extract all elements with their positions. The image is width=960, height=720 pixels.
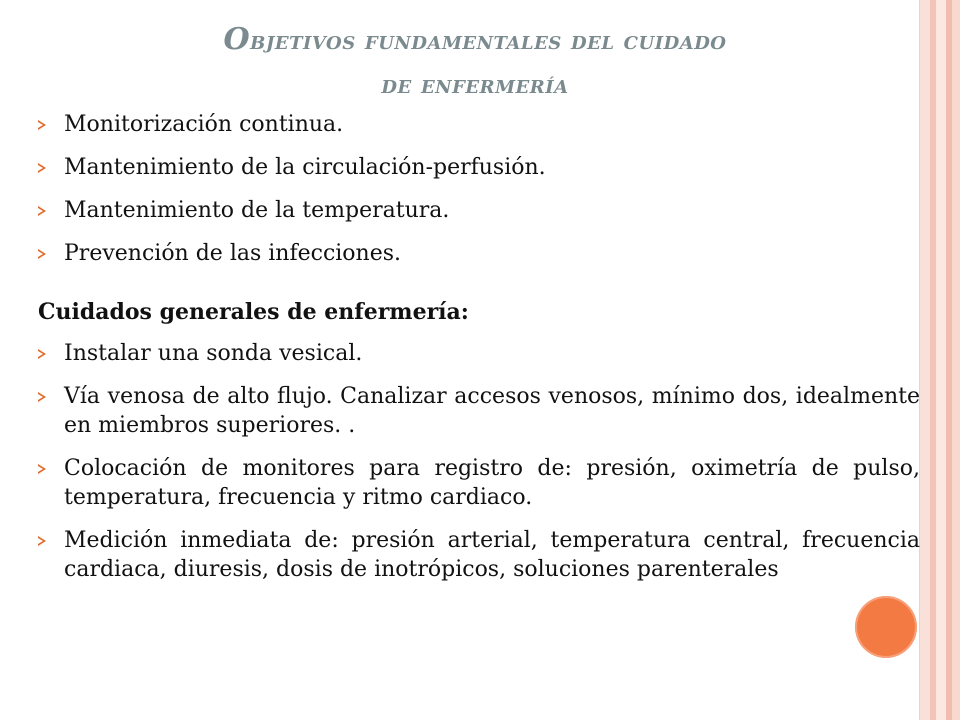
title-initial: O: [223, 22, 251, 57]
arrowhead-bullet-icon: [38, 536, 46, 546]
orange-circle-decoration: [855, 596, 917, 658]
list-item: [38, 196, 920, 225]
slide-title: [40, 18, 910, 107]
list-item-text: Mantenimiento de la temperatura.: [64, 198, 450, 223]
list-item: [38, 526, 920, 584]
title-line1-rest: bjetivos fundamentales del cuidado: [250, 26, 727, 55]
arrowhead-bullet-icon: [38, 206, 46, 216]
list-item-text: Vía venosa de alto flujo. Canalizar accesos venosos, mínimo dos, idealmente en miembros superiores. .: [64, 384, 920, 438]
slide-content: [38, 110, 920, 598]
list-item-text: Monitorización continua.: [64, 112, 344, 137]
list-item: [38, 382, 920, 440]
list-item-text: Instalar una sonda vesical.: [64, 341, 363, 366]
arrowhead-bullet-icon: [38, 464, 46, 474]
list-item-text: Prevención de las infecciones.: [64, 241, 402, 266]
slide-title-line1: [40, 18, 910, 63]
arrowhead-bullet-icon: [38, 163, 46, 173]
list-item: [38, 454, 920, 512]
list-item: [38, 339, 920, 368]
arrowhead-bullet-icon: [38, 349, 46, 359]
section-heading: Cuidados generales de enfermería:: [38, 299, 469, 325]
list-item: [38, 153, 920, 182]
arrowhead-bullet-icon: [38, 120, 46, 130]
list-item-text: Medición inmediata de: presión arterial, temperatura central, frecuencia cardiaca, diuresis, dosis de inotrópicos, soluciones parenterales: [64, 528, 920, 582]
list-item-text: Colocación de monitores para registro de: presión, oximetría de pulso, temperatura, frecuencia y ritmo cardiaco.: [64, 456, 920, 510]
arrowhead-bullet-icon: [38, 249, 46, 259]
side-decorative-stripes: [920, 0, 960, 720]
list-item-text: Mantenimiento de la circulación-perfusión.: [64, 155, 546, 180]
list-item: [38, 110, 920, 139]
list-item: [38, 239, 920, 268]
arrowhead-bullet-icon: [38, 392, 46, 402]
slide-title-line2: de enfermería: [381, 70, 569, 99]
